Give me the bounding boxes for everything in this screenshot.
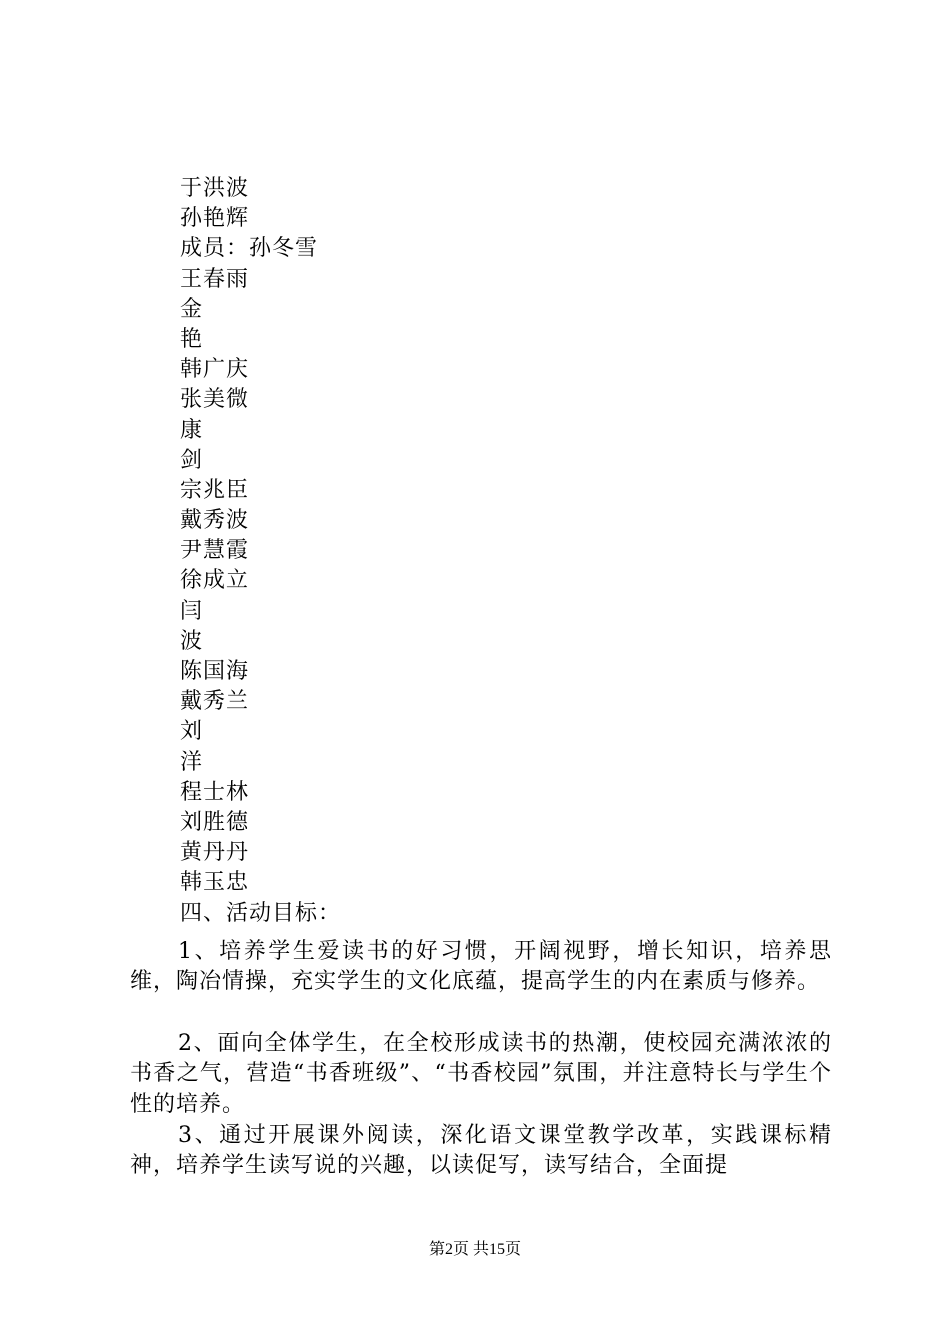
list-item: 艳: [180, 326, 204, 352]
list-item: 戴秀兰: [180, 689, 250, 715]
list-item: 于洪波: [180, 176, 250, 201]
goal-paragraph-3: 3、通过开展课外阅读，深化语文课堂教学改革，实践课标精神，培养学生读写说的兴趣，以读促写，读写结合，全面提: [130, 1123, 832, 1179]
list-item: 戴秀波: [180, 508, 250, 534]
list-item: 程士林: [180, 779, 250, 805]
list-item: 张美微: [180, 387, 250, 413]
list-item: 康: [180, 417, 204, 443]
list-item: 刘: [180, 719, 204, 745]
list-item: 陈国海: [180, 659, 250, 684]
list-item: 孙艳辉: [180, 206, 250, 232]
list-item: 黄丹丹: [180, 840, 250, 866]
list-item: 刘胜德: [180, 809, 250, 835]
section-heading: 四、活动目标：: [180, 900, 342, 926]
list-item: 韩玉忠: [180, 870, 250, 896]
list-item: 宗兆臣: [180, 477, 250, 503]
list-item: 波: [180, 628, 204, 654]
list-item: 徐成立: [180, 568, 250, 594]
goal-paragraph-1: 1、培养学生爱读书的好习惯，开阔视野，增长知识，培养思维，陶冶情操，充实学生的文化底蕴，提高学生的内在素质与修养。: [130, 939, 832, 995]
list-item: 成员：孙冬雪: [180, 236, 319, 262]
goal-paragraph-2: 2、面向全体学生，在全校形成读书的热潮，使校园充满浓浓的书香之气，营造“书香班级”、“书香校园”氛围，并注意特长与学生个性的培养。: [130, 1031, 832, 1117]
list-item: 尹慧霞: [180, 538, 250, 564]
member-name-list: [180, 174, 341, 929]
list-item: 剑: [180, 447, 204, 473]
list-item: 金: [180, 296, 204, 322]
page-number-footer: 第2页 共15页: [428, 1241, 521, 1258]
list-item: 闫: [180, 598, 204, 624]
list-item: 韩广庆: [180, 357, 250, 383]
list-item: 洋: [180, 749, 204, 775]
list-item: 王春雨: [180, 266, 250, 292]
